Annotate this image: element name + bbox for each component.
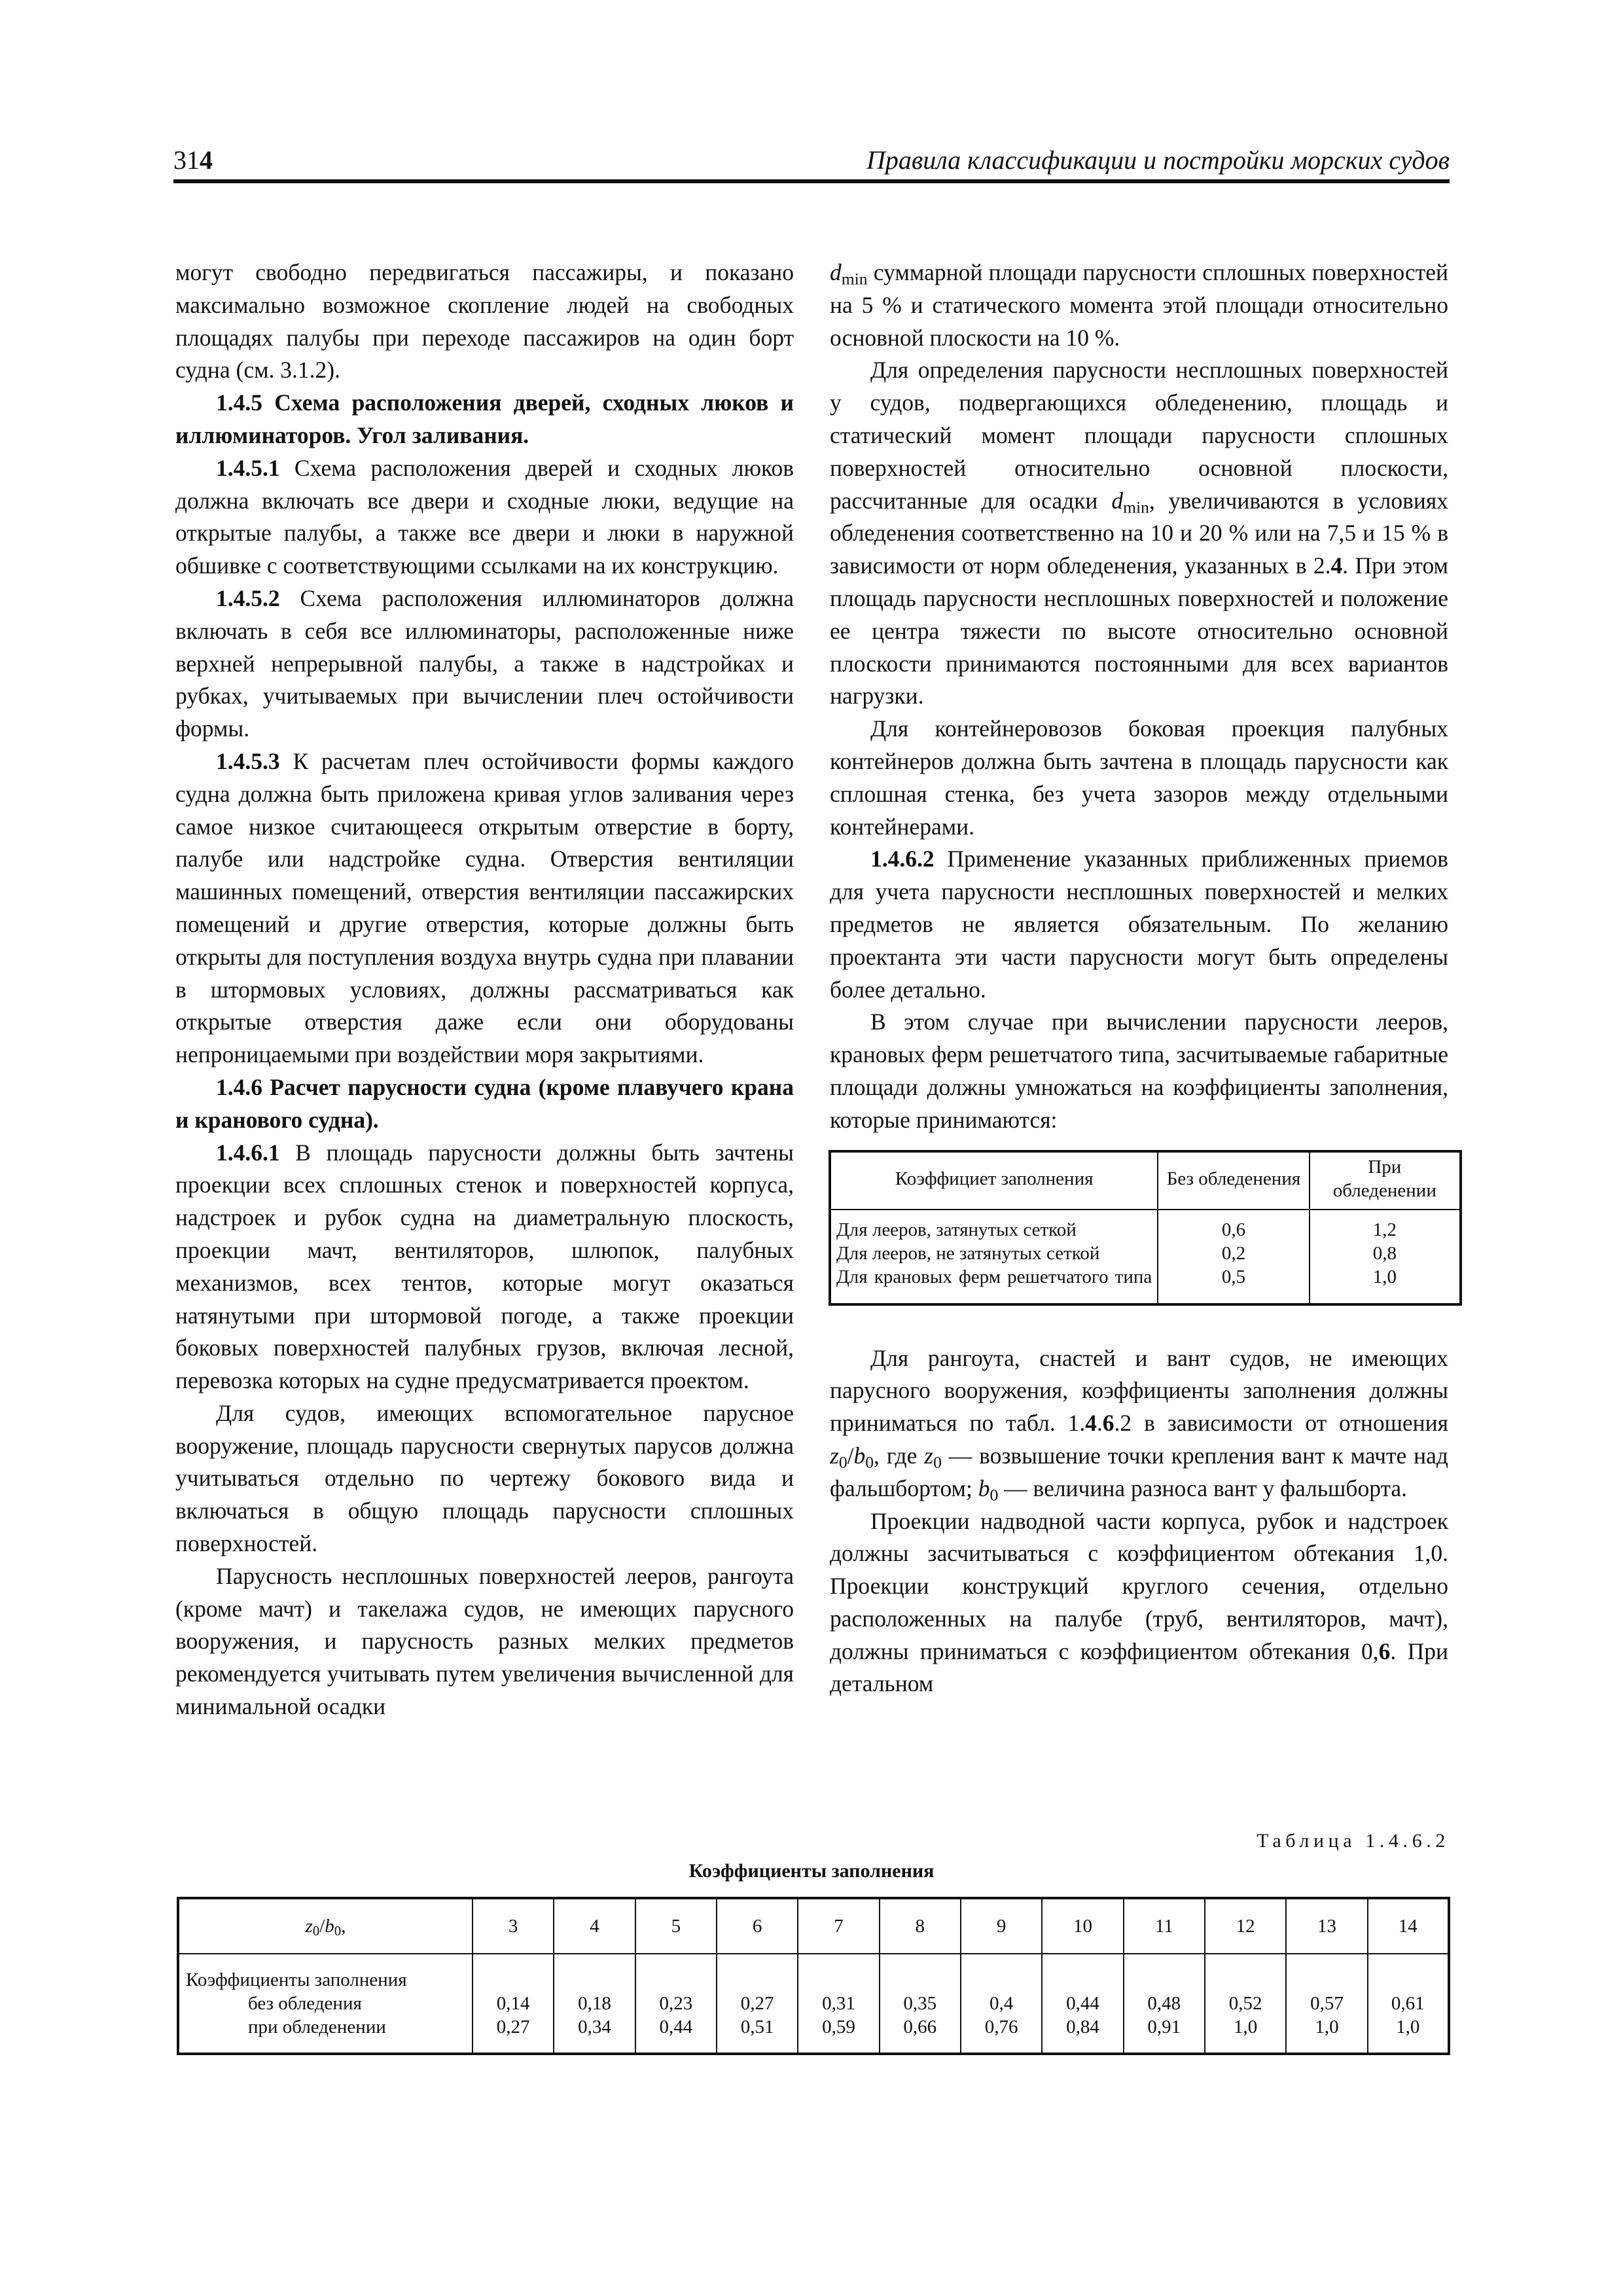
table-header: 10 [1042, 1898, 1123, 1954]
table-cell: 0,5 [1158, 1265, 1309, 1304]
row-label-no-ice: без обледения [248, 1993, 362, 2014]
paragraph-1-4-5-3: 1.4.5.3 К расчетам плеч остойчивости формы каждого судна должна быть приложена кривая углов заливания через самое низкое считающееся открытым отверстие в борту, палубе или надстройке судна. Отверстия вентиляции машинных помещений, отверстия вентиляции пассажирских помещений и другие отверстия, которые должны быть открыты для поступления воздуха внутрь судна при плавании в штормовых условиях, должны рассматриваться как открытые отверстия даже если они оборудованы непроницаемыми при воздействии моря закрытиями. [175, 747, 794, 1068]
table-header: Без обледенения [1158, 1151, 1309, 1210]
paragraph-1-4-6-1: 1.4.6.1 В площадь парусности должны быть зачтены проекции всех сплошных стенок и поверхностей корпуса, надстроек и рубок судна на диаметральную плоскость, проекции мачт, вентиляторов, шлюпок, палубных механизмов, всех тентов, которые могут оказаться натянутыми при штормовой погоде, а также проекции боковых поверхностей палубных грузов, включая лесной, перевозка которых на судне предусматривается проектом. [175, 1139, 794, 1394]
paragraph: Для определения парусности несплошных поверхностей у судов, подвергающихся обледенению, площадь и статический момент площади парусности сплошных поверхностей относительно основной плоскости, рассчитанные для осадки $d_{min}$, увеличиваются в условиях обледенения соответственно на 10 и 20 % или на 7,5 и 15 % в зависимости от норм обледенения, указанных в 2.4. При этом площадь парусности несплошных поверхностей и положение ее центра тяжести по высоте относительно основной плоскости принимаются постоянными для всех вариантов нагрузки. [830, 357, 1448, 709]
table-cell: 0,48 0,91 [1124, 1954, 1205, 2054]
table-header: При обледенении [1310, 1151, 1461, 1210]
table-cell: 1,0 [1310, 1265, 1461, 1304]
table-cell: 0,2 [1158, 1242, 1309, 1265]
table-header: 4 [554, 1898, 635, 1954]
paragraph: Для судов, имеющих вспомогательное парусное вооружение, площадь парусности свернутых парусов должна учитываться отдельно по чертежу бокового вида и включаться в общую площадь парусности сплошных поверхностей. [175, 1399, 794, 1557]
paragraph: Для рангоута, снастей и вант судов, не имеющих парусного вооружения, коэффициенты заполнения должны приниматься по табл. 1.4.6.2 в зависимости от отношения $z_0/b_0$, где $z_0$ — возвышение точки крепления вант к мачте над фальшбортом; $b_0$ — величина разноса вант у фальшборта. [830, 1344, 1448, 1505]
table-header: 5 [635, 1898, 717, 1954]
table-header: Коэффициет заполнения [830, 1151, 1158, 1210]
table-cell: 0,4 0,76 [961, 1954, 1042, 2054]
table-header: 14 [1368, 1898, 1449, 1954]
paragraph-1-4-6-2: 1.4.6.2 Применение указанных приближенных приемов для учета парусности несплошных поверхностей и мелких предметов не является обязательным. По желанию проектанта эти части парусности могут быть определены более детально. [830, 846, 1448, 1003]
table-number: Таблица 1.4.6.2 [1257, 1830, 1450, 1852]
table-row [830, 1210, 1461, 1242]
section-heading-1-4-5: 1.4.5 Схема расположения дверей, сходных люков и иллюминаторов. Угол заливания. [175, 389, 794, 448]
table-cell: 0,35 0,66 [880, 1954, 961, 2054]
row-label-ice: при обледенении [248, 2017, 386, 2037]
table-header: 8 [880, 1898, 961, 1954]
paragraph: Парусность несплошных поверхностей лееров, рангоута (кроме мачт) и такелажа судов, не имеющих парусного вооружения, и парусность разных мелких предметов рекомендуется учитывать путем увеличения вычисленной для минимальной осадки [175, 1562, 794, 1720]
table-title: Коэффициенты заполнения [688, 1860, 935, 1882]
right-column [830, 257, 1448, 1700]
table-cell: 0,52 1,0 [1205, 1954, 1286, 2054]
left-column [175, 257, 794, 1723]
row-label-title: Коэффициенты заполнения [186, 1969, 407, 1990]
table-header: 7 [798, 1898, 879, 1954]
table-row [178, 1954, 1449, 2054]
section-heading-1-4-6: 1.4.6 Расчет парусности судна (кроме плавучего крана и кранового судна). [175, 1073, 794, 1133]
page-number [173, 145, 213, 175]
table-cell: 0,57 1,0 [1286, 1954, 1367, 2054]
table-header-row [178, 1898, 1449, 1954]
table-cell: 0,14 0,27 [473, 1954, 554, 2054]
paragraph-1-4-5-1: 1.4.5.1 Схема расположения дверей и сходных люков должна включать все двери и сходные люки, ведущие на открытые палубы, а также все двери и люки в наружной обшивке с соответствующими ссылками на их конструкцию. [175, 454, 794, 579]
table-header: 11 [1124, 1898, 1205, 1954]
table-cell: 0,23 0,44 [635, 1954, 717, 2054]
table-row [830, 1265, 1461, 1304]
table-header: $z_0/b_0$, [178, 1898, 473, 1954]
table-cell: 0,31 0,59 [798, 1954, 879, 2054]
table-cell: 0,44 0,84 [1042, 1954, 1123, 2054]
page-number-prefix: 31 [173, 145, 200, 175]
fill-coefficient-table [830, 1150, 1448, 1306]
table-cell: 1,2 [1310, 1210, 1461, 1242]
row-label [178, 1954, 473, 2054]
table-cell: 0,27 0,51 [717, 1954, 798, 2054]
table-cell: Для лееров, не затянутых сеткой [830, 1242, 1158, 1265]
paragraph: Проекции надводной части корпуса, рубок и надстроек должны засчитываться с коэффициентом обтекания 1,0. Проекции конструкций круглого сечения, отдельно расположенных на палубе (труб, вентиляторов, мачт), должны приниматься с коэффициентом обтекания 0,6. При детальном [830, 1507, 1448, 1697]
table-header: 13 [1286, 1898, 1367, 1954]
table-header: 12 [1205, 1898, 1286, 1954]
table-cell: 0,8 [1310, 1242, 1461, 1265]
table-cell: 0,61 1,0 [1368, 1954, 1449, 2054]
table-cell: Для лееров, затянутых сеткой [830, 1210, 1158, 1242]
table-header: 9 [961, 1898, 1042, 1954]
table-header: 3 [473, 1898, 554, 1954]
table-cell: Для крановых ферм решетчатого типа [830, 1265, 1158, 1304]
paragraph: могут свободно передвигаться пассажиры, и показано максимально возможное скопление людей на свободных площадях палубы при переходе пассажиров на один борт судна (см. 3.1.2). [175, 259, 794, 384]
paragraph: Для контейнеровозов боковая проекция палубных контейнеров должна быть зачтена в площадь парусности как сплошная стенка, без учета зазоров между отдельными контейнерами. [830, 715, 1448, 840]
table-header: 6 [717, 1898, 798, 1954]
paragraph: В этом случае при вычислении парусности лееров, крановых ферм решетчатого типа, засчитываемые габаритные площади должны умножаться на коэффициенты заполнения, которые принимаются: [830, 1009, 1448, 1133]
running-header [173, 143, 1450, 183]
paragraph-1-4-5-2: 1.4.5.2 Схема расположения иллюминаторов должна включать в себя все иллюминаторы, расположенные ниже верхней непрерывной палубы, а также в надстройках и рубках, учитываемых при вычислении плеч остойчивости формы. [175, 584, 794, 742]
page-number-bold: 4 [200, 145, 213, 175]
table-cell: 0,18 0,34 [554, 1954, 635, 2054]
paragraph: $d_{min}$ суммарной площади парусности сплошных поверхностей на 5 % и статического момента этой площади относительно основной плоскости на 10 %. [830, 259, 1448, 351]
table-1-4-6-2 [177, 1897, 1450, 2055]
table-row [830, 1242, 1461, 1265]
header-title: Правила классификации и постройки морских судов [866, 145, 1450, 175]
table-cell: 0,6 [1158, 1210, 1309, 1242]
